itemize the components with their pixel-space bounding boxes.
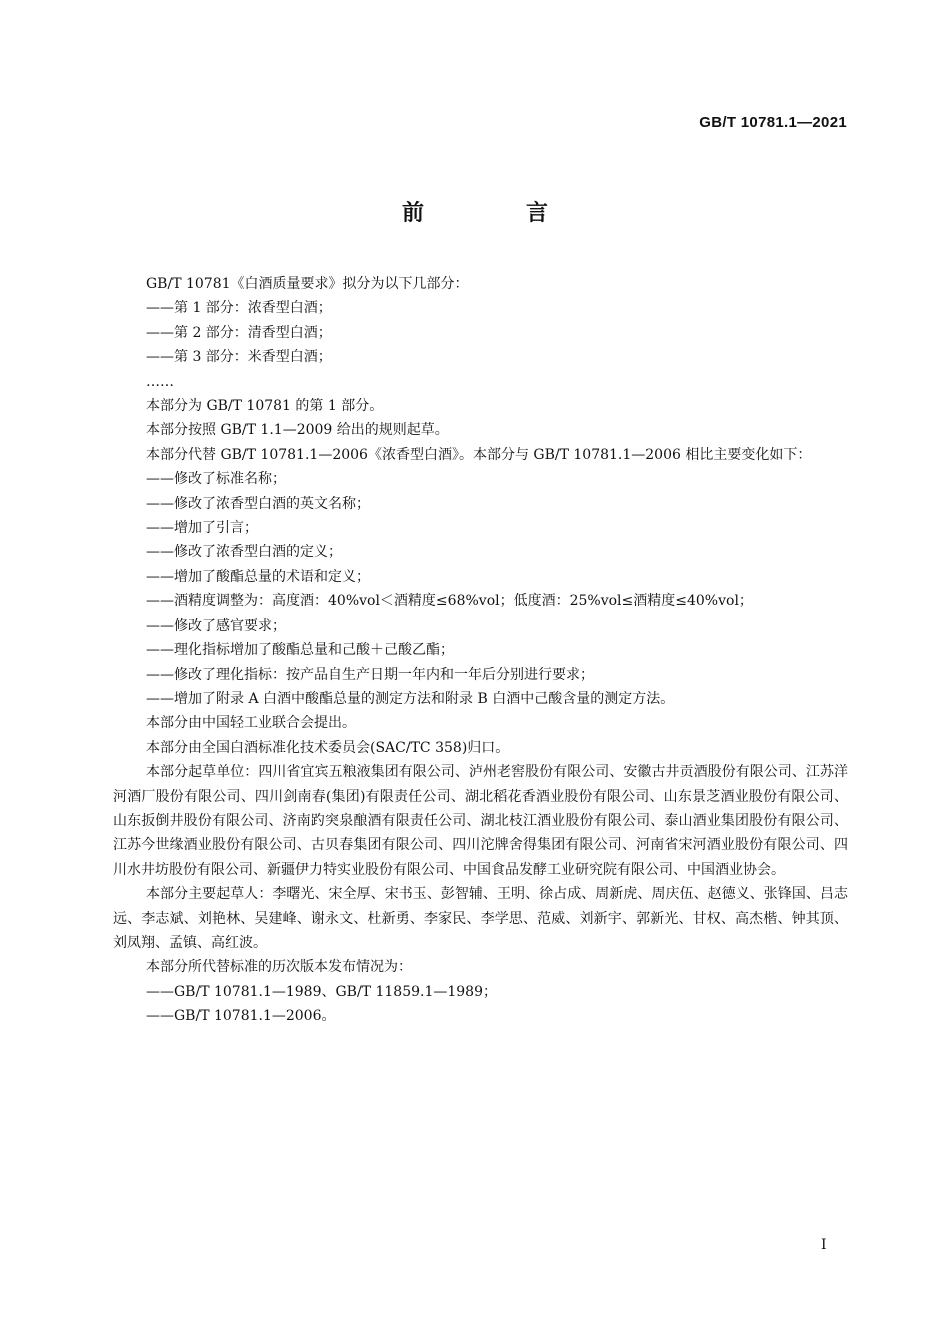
list-item-edition: ——GB/T 10781.1—2006。 — [146, 1008, 336, 1025]
list-item-change: ——修改了感官要求； — [146, 617, 286, 634]
list-item-change: ——增加了引言； — [146, 520, 258, 537]
paragraph-drafting-units: 本部分起草单位：四川省宜宾五粮液集团有限公司、泸州老窖股份有限公司、安徽古井贡酒股份有限公司、江苏洋河酒厂股份有限公司、四川剑南春(集团)有限责任公司、湖北稻花香酒业股份有限公司、山东景芝酒业股份有限公司、山东扳倒井股份有限公司、济南趵突泉酿酒有限责任公司、湖北枝江酒业股份有限公司、泰山酒业集团股份有限公司、江苏今世缘酒业股份有限公司、古贝春集团有限公司、四川沱牌舍得集团有限公司、河南省宋河酒业股份有限公司、四川水井坊股份有限公司、新疆伊力特实业股份有限公司、中国食品发酵工业研究院有限公司、中国酒业协会。 — [113, 764, 848, 878]
list-item-part-2: ——第 2 部分：清香型白酒； — [146, 324, 332, 341]
page-title: 前 言 — [401, 201, 588, 226]
list-item-part-3: ——第 3 部分：米香型白酒； — [146, 349, 332, 366]
paragraph-proposed-by: 本部分由中国轻工业联合会提出。 — [146, 715, 356, 732]
paragraph-drafters: 本部分主要起草人：李曙光、宋全厚、宋书玉、彭智辅、王明、徐占成、周新虎、周庆伍、赵德义、张锋国、吕志远、李志斌、刘艳林、吴建峰、谢永文、杜新勇、李家民、李学思、范威、刘新宇、郭新光、甘权、高杰楷、钟其顶、刘凤翔、孟镇、高红波。 — [113, 886, 848, 951]
page-number: I — [821, 1237, 827, 1253]
paragraph-part-statement: 本部分为 GB/T 10781 的第 1 部分。 — [146, 398, 384, 415]
paragraph-drafting-rules: 本部分按照 GB/T 1.1—2009 给出的规则起草。 — [146, 422, 449, 439]
list-item-change: ——酒精度调整为：高度酒：40%vol＜酒精度≤68%vol；低度酒：25%vol≤酒精度≤40%vol； — [146, 593, 753, 610]
list-item-part-1: ——第 1 部分：浓香型白酒； — [146, 300, 332, 317]
list-item-edition: ——GB/T 10781.1—1989、GB/T 11859.1—1989； — [146, 983, 497, 1000]
list-item-change: ——修改了浓香型白酒的英文名称； — [146, 495, 370, 512]
list-item-change: ——修改了理化指标：按产品自生产日期一年内和一年后分别进行要求； — [146, 666, 594, 683]
list-item-change: ——增加了附录 A 白酒中酸酯总量的测定方法和附录 B 白酒中己酸含量的测定方法。 — [146, 690, 675, 707]
standard-code: GB/T 10781.1—2021 — [699, 114, 847, 131]
list-ellipsis: …… — [146, 373, 174, 390]
paragraph-replaces: 本部分代替 GB/T 10781.1—2006《浓香型白酒》。本部分与 GB/T 10781.1—2006 相比主要变化如下： — [146, 446, 812, 463]
paragraph-intro: GB/T 10781《白酒质量要求》拟分为以下几部分： — [146, 276, 469, 292]
list-item-change: ——修改了标准名称； — [146, 471, 286, 488]
list-item-change: ——增加了酸酯总量的术语和定义； — [146, 568, 370, 585]
paragraph-under-jurisdiction: 本部分由全国白酒标准化技术委员会(SAC/TC 358)归口。 — [146, 739, 510, 756]
paragraph-previous-editions: 本部分所代替标准的历次版本发布情况为： — [146, 959, 412, 976]
foreword-body — [113, 272, 848, 1029]
list-item-change: ——理化指标增加了酸酯总量和己酸＋己酸乙酯； — [146, 642, 454, 659]
list-item-change: ——修改了浓香型白酒的定义； — [146, 544, 342, 561]
